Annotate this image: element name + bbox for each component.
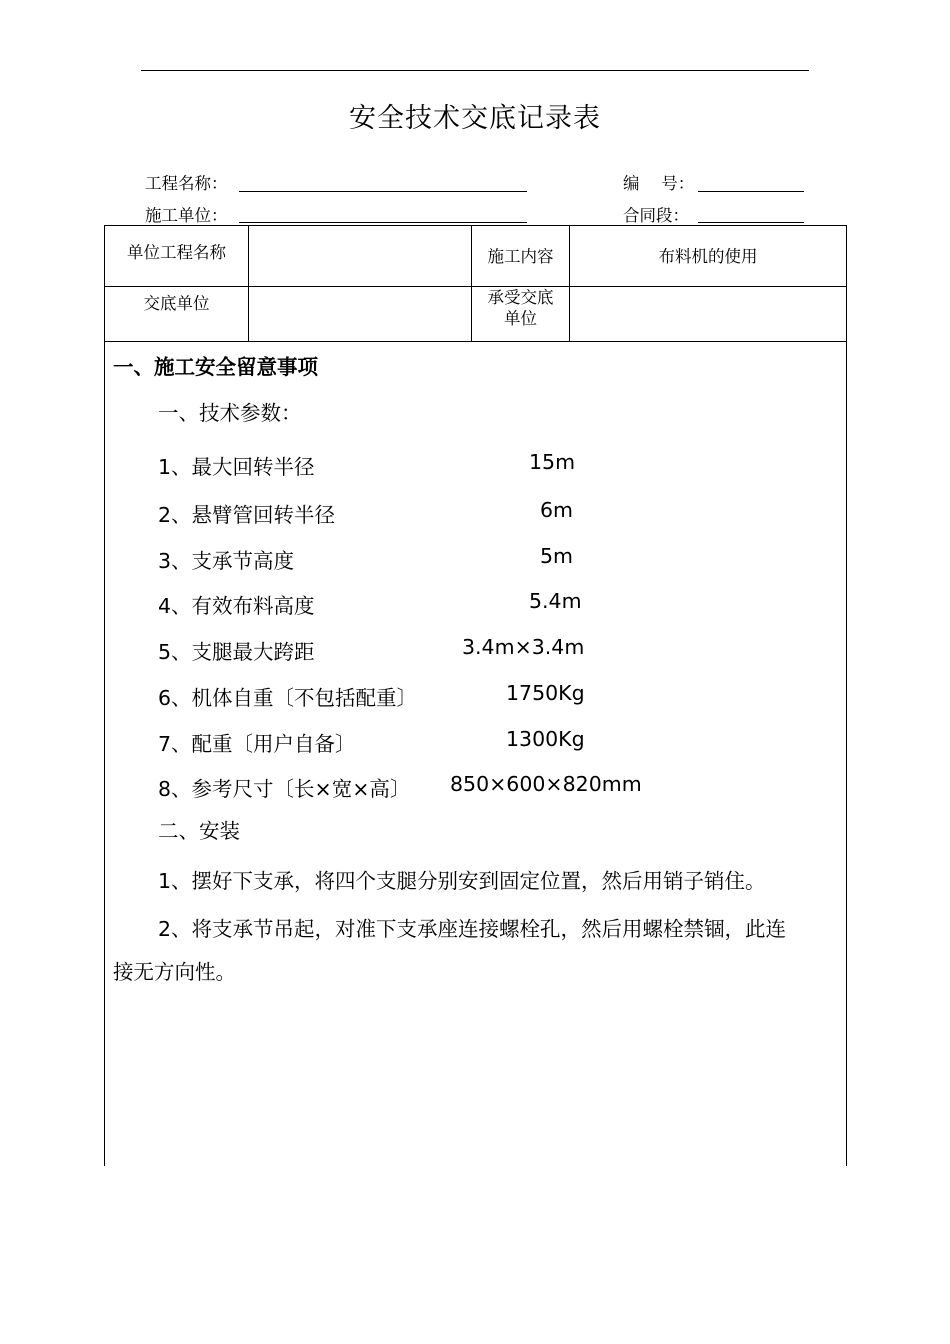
content-label: 施工内容	[472, 226, 570, 287]
number-line	[698, 191, 804, 192]
receiving-unit-label-line1: 承受交底	[487, 288, 554, 307]
install-step-2-line1: 2、将支承节吊起，对准下支承座连接螺栓孔，然后用螺栓禁锢，此连	[158, 917, 787, 941]
param-value: 1300Kg	[506, 727, 585, 751]
param-value: 6m	[540, 498, 574, 522]
info-table	[104, 225, 847, 342]
install-step-1: 1、摆好下支承，将四个支腿分别安到固定位置，然后用销子销住。	[158, 869, 766, 893]
param-value: 3.4m×3.4m	[462, 635, 585, 659]
param-label: 4、有效布料高度	[158, 594, 315, 618]
contract-section-label: 合同段：	[623, 206, 689, 225]
top-rule	[141, 70, 809, 71]
receiving-unit-label-line2: 单位	[504, 309, 537, 328]
construction-unit-label: 施工单位：	[145, 206, 228, 225]
section-heading: 一、施工安全留意事项	[113, 355, 318, 379]
project-name-line	[239, 191, 527, 192]
receiving-unit-label	[472, 287, 570, 342]
unit-project-label: 单位工程名称	[105, 226, 249, 287]
param-value: 5m	[540, 544, 574, 568]
tech-params-heading: 一、技术参数：	[158, 401, 302, 425]
param-value: 1750Kg	[506, 681, 585, 705]
install-heading: 二、安装	[158, 819, 240, 843]
install-step-2-line2: 接无方向性。	[113, 960, 236, 984]
number-label: 编 号：	[623, 174, 695, 193]
construction-unit-line	[239, 222, 527, 223]
param-label: 8、参考尺寸〔长×宽×高〕	[158, 777, 411, 801]
content-value: 布料机的使用	[570, 226, 847, 287]
param-value: 5.4m	[529, 589, 582, 613]
page-title: 安全技术交底记录表	[349, 103, 601, 134]
param-label: 7、配重〔用户自备〕	[158, 732, 356, 756]
param-label: 3、支承节高度	[158, 549, 295, 573]
contract-section-line	[698, 222, 804, 223]
unit-project-value	[249, 226, 472, 287]
param-label: 6、机体自重〔不包括配重〕	[158, 686, 418, 710]
receiving-unit-value	[570, 287, 847, 342]
briefing-unit-value	[249, 287, 472, 342]
param-value: 850×600×820mm	[450, 772, 642, 796]
project-name-label: 工程名称：	[145, 174, 228, 193]
param-label: 1、最大回转半径	[158, 455, 315, 479]
param-value: 15m	[529, 450, 576, 474]
param-label: 2、悬臂管回转半径	[158, 503, 336, 527]
briefing-unit-label: 交底单位	[105, 287, 249, 342]
param-label: 5、支腿最大跨距	[158, 640, 315, 664]
